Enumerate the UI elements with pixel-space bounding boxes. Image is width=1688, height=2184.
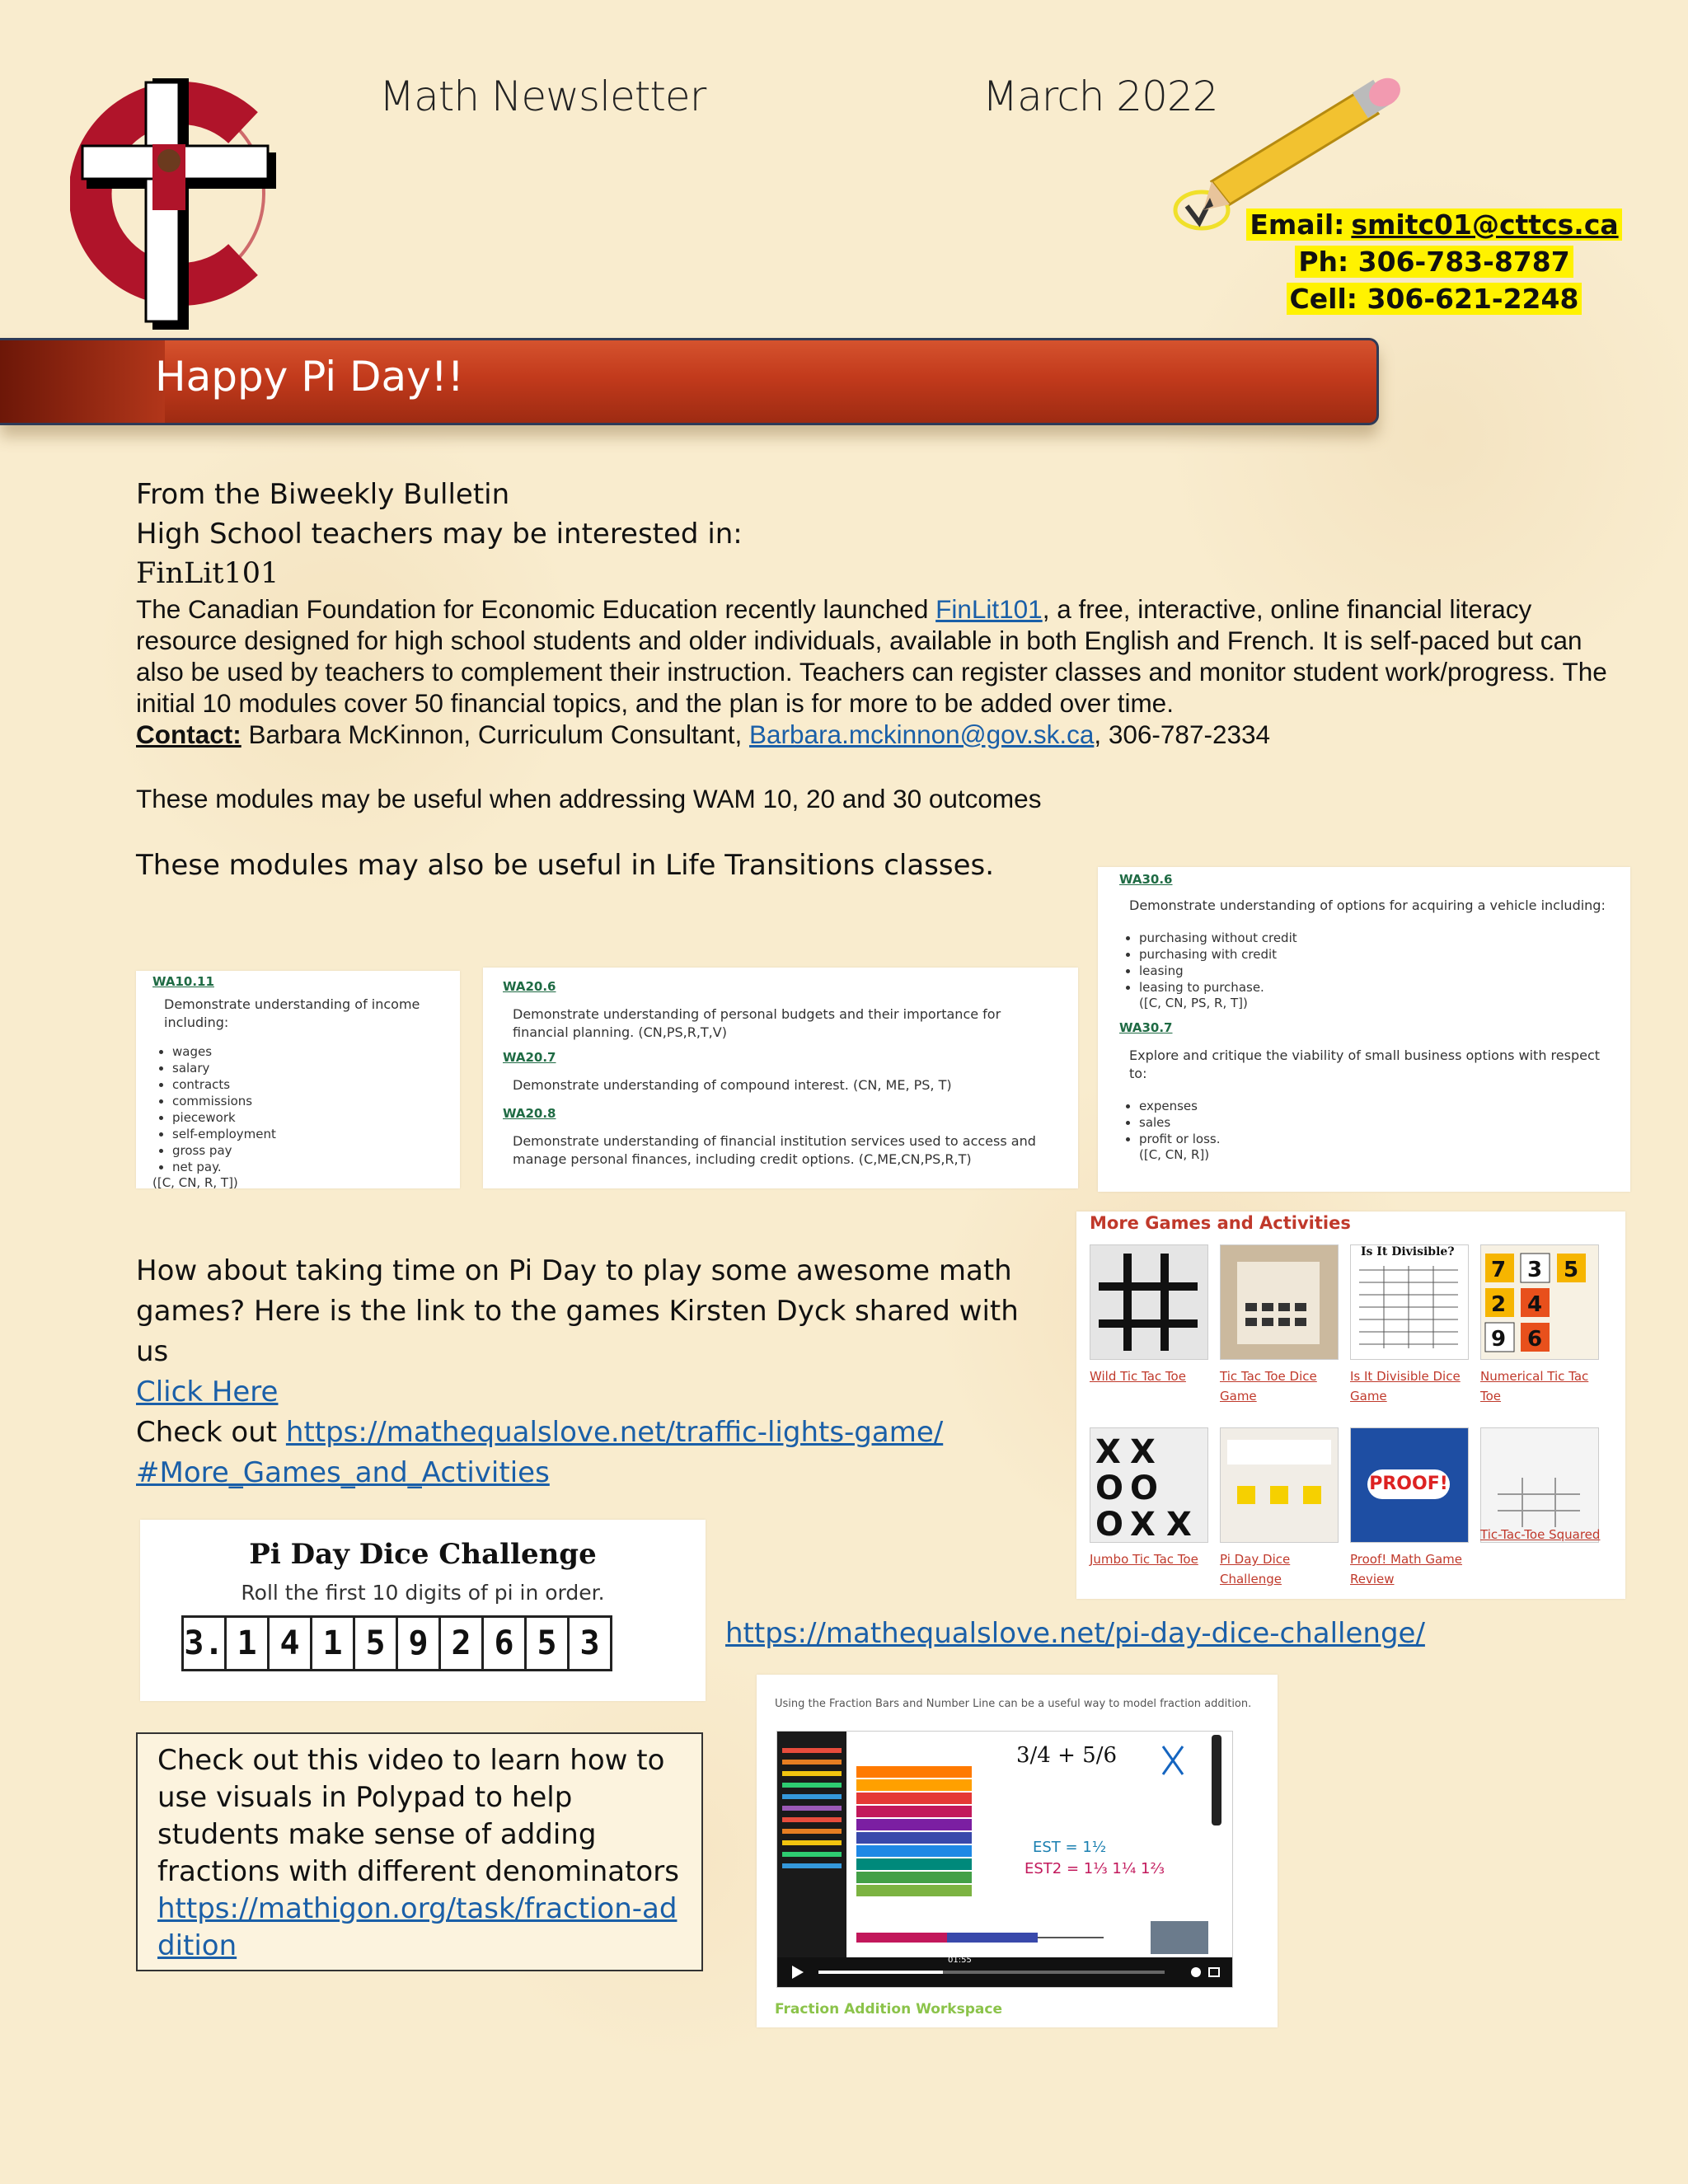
svg-text:5: 5: [1564, 1258, 1579, 1282]
number-line-icon: [856, 1926, 1104, 1951]
list-item: • self-employment: [172, 1126, 443, 1142]
pi-digit: 5: [353, 1615, 396, 1671]
pi-digit: 2: [438, 1615, 481, 1671]
list-item: • salary: [172, 1060, 443, 1076]
webcam-overlay: [1151, 1921, 1208, 1954]
pi-digits: [181, 1615, 612, 1671]
handwriting-estimate2: EST2 = 1⅓ 1¼ 1⅔: [1025, 1860, 1165, 1877]
outcome-desc: Demonstrate understanding of income including:: [164, 996, 420, 1030]
svg-text:9: 9: [1491, 1327, 1507, 1352]
caption-pi-day-dice[interactable]: Pi Day Dice Challenge: [1220, 1552, 1291, 1586]
outcome-code[interactable]: WA30.7: [1119, 1020, 1173, 1035]
tic-tac-toe-icon: [1090, 1245, 1207, 1359]
games-paragraph: [136, 1251, 1051, 1413]
contact-text: Barbara McKinnon, Curriculum Consultant,: [241, 719, 750, 749]
income-list: [152, 1043, 443, 1175]
svg-text:O: O: [1130, 1469, 1159, 1507]
progress-bar[interactable]: [818, 1971, 1165, 1974]
pi-digit: 4: [267, 1615, 310, 1671]
pi-dice-title: Pi Day Dice Challenge: [249, 1538, 597, 1571]
proof-label: PROOF!: [1367, 1469, 1450, 1499]
para-text-end: , a free, interactive, online financial literacy resource designed for high school students and older individuals, available in both English and French. It is self-paced but can also be used by teachers to complement their instruction. Teachers can register classes and monitor student work/progress. The initial 10 modules cover 50 financial topics, and the plan is for more to be added over time.: [136, 594, 1607, 718]
outcome-code[interactable]: WA20.7: [503, 1050, 556, 1065]
handwriting-sum: 3/4 + 5/6: [1016, 1743, 1118, 1768]
phone-number: Ph: 306-783-8787: [1295, 246, 1573, 278]
outcome-code[interactable]: WA20.8: [503, 1106, 556, 1121]
video-player[interactable]: [776, 1731, 1233, 1988]
list-item: • leasing: [1139, 963, 1609, 979]
finlit-paragraph: [136, 593, 1636, 750]
banner-shade: [0, 340, 165, 423]
outcome-code[interactable]: WA10.11: [152, 974, 214, 989]
jumbo-tic-tac-toe-thumb[interactable]: [1090, 1427, 1208, 1543]
finlit-link[interactable]: FinLit101: [935, 594, 1043, 624]
outcome-indicators: ([C, CN, R, T]): [152, 1175, 238, 1190]
polypad-text: Check out this video to learn how to use visuals in Polypad to help students make sense of adding fractions with different denominators: [157, 1744, 679, 1888]
pi-digit: 3: [567, 1615, 612, 1671]
svg-text:O: O: [1095, 1506, 1124, 1542]
list-item: • expenses: [1139, 1098, 1609, 1114]
polypad-sidebar: [777, 1732, 846, 1987]
svg-text:2: 2: [1491, 1292, 1507, 1317]
outcome-indicators: ([C, CN, R]): [1139, 1147, 1210, 1162]
life-transitions-note: These modules may also be useful in Life Transitions classes.: [136, 849, 995, 882]
traffic-lights-link[interactable]: https://mathequalslove.net/traffic-lights-game/#More_Games_and_Activities: [136, 1416, 944, 1489]
polypad-link[interactable]: https://mathigon.org/task/fraction-addition: [157, 1892, 678, 1962]
outcome-desc: Demonstrate understanding of financial institution services used to access and manage personal finances, including credit options. (C,ME,CN,PS,R,T): [513, 1133, 1036, 1167]
pi-digit: 1: [224, 1615, 267, 1671]
outcome-code[interactable]: WA20.6: [503, 979, 556, 994]
outcome-desc: Explore and critique the viability of small business options with respect to:: [1129, 1047, 1601, 1081]
svg-text:X: X: [1130, 1433, 1156, 1471]
svg-text:4: 4: [1527, 1292, 1543, 1317]
outcome-code[interactable]: WA30.6: [1119, 872, 1173, 887]
toolbar[interactable]: [1212, 1735, 1221, 1825]
pi-digit: 5: [524, 1615, 567, 1671]
list-item: • piecework: [172, 1109, 443, 1126]
outcome-desc: Demonstrate understanding of personal budgets and their importance for financial planning. (CN,PS,R,T,V): [513, 1006, 1001, 1040]
svg-text:7: 7: [1491, 1258, 1507, 1282]
caption-jumbo-tic-tac-toe[interactable]: Jumbo Tic Tac Toe: [1090, 1552, 1198, 1567]
dice-game-thumb[interactable]: [1220, 1244, 1339, 1360]
svg-text:3: 3: [1527, 1258, 1543, 1282]
video-card: [757, 1675, 1278, 2027]
video-controls: [777, 1957, 1232, 1987]
pi-digit: 3.: [181, 1615, 224, 1671]
list-item: • purchasing without credit: [1139, 930, 1609, 946]
proof-game-thumb[interactable]: [1350, 1427, 1469, 1543]
list-item: • purchasing with credit: [1139, 946, 1609, 963]
polypad-note: [136, 1732, 703, 1971]
games-text: How about taking time on Pi Day to play some awesome math games? Here is the link to the games Kirsten Dyck shared with us: [136, 1254, 1019, 1368]
games-panel-title: More Games and Activities: [1090, 1213, 1351, 1233]
pi-digit: 9: [396, 1615, 438, 1671]
list-item: • wages: [172, 1043, 443, 1060]
caption-proof-game[interactable]: Proof! Math Game Review: [1350, 1552, 1462, 1586]
wam-note: These modules may be useful when addressing WAM 10, 20 and 30 outcomes: [136, 784, 1042, 813]
numerical-tic-tac-toe-thumb[interactable]: [1480, 1244, 1599, 1360]
caption-tic-tac-toe-squared[interactable]: Tic-Tac-Toe Squared: [1480, 1527, 1601, 1542]
is-divisible-thumb[interactable]: [1350, 1244, 1469, 1360]
caption-numerical-tic-tac-toe[interactable]: Numerical Tic Tac Toe: [1480, 1369, 1589, 1404]
svg-text:6: 6: [1527, 1327, 1543, 1352]
caption-is-divisible[interactable]: Is It Divisible Dice Game: [1350, 1369, 1461, 1404]
video-timestamp: 01:55: [948, 1956, 972, 1965]
wild-tic-tac-toe-thumb[interactable]: [1090, 1244, 1208, 1360]
list-item: • leasing to purchase.: [1139, 979, 1609, 996]
business-list: [1119, 1098, 1609, 1147]
finlit-heading: FinLit101: [136, 557, 279, 590]
workspace-label: Fraction Addition Workspace: [775, 2001, 1002, 2018]
pi-dice-link[interactable]: https://mathequalslove.net/pi-day-dice-challenge/: [725, 1617, 1425, 1650]
caption-wild-tic-tac-toe[interactable]: Wild Tic Tac Toe: [1090, 1369, 1186, 1384]
svg-text:X: X: [1130, 1506, 1156, 1542]
click-here-link[interactable]: Click Here: [136, 1376, 279, 1408]
is-divisible-label: Is It Divisible?: [1361, 1245, 1455, 1258]
banner-title: Happy Pi Day!!: [155, 353, 464, 401]
table-grid-icon: [1351, 1245, 1468, 1359]
list-item: • gross pay: [172, 1142, 443, 1159]
pi-dice-card: [140, 1520, 706, 1701]
xo-grid-icon: [1090, 1428, 1207, 1542]
pi-dice-subtitle: Roll the first 10 digits of pi in order.: [241, 1581, 605, 1605]
pi-digit: 6: [481, 1615, 524, 1671]
fraction-bars-icon: [856, 1756, 972, 1921]
outcome-indicators: ([C, CN, PS, R, T]): [1139, 996, 1248, 1010]
email-label: Email:: [1246, 209, 1348, 241]
dice-icon: [1221, 1428, 1338, 1542]
outcome-card-wa20: [483, 968, 1078, 1188]
pi-day-dice-thumb[interactable]: [1220, 1427, 1339, 1543]
svg-text:X: X: [1095, 1433, 1121, 1471]
svg-text:X: X: [1166, 1506, 1192, 1542]
email-link[interactable]: smitc01@cttcs.ca: [1348, 209, 1621, 241]
games-panel: [1076, 1212, 1625, 1599]
vehicle-list: [1119, 930, 1609, 996]
contact-email-link[interactable]: Barbara.mckinnon@gov.sk.ca: [749, 719, 1095, 749]
settings-gear-icon[interactable]: [1189, 1966, 1222, 1979]
bulletin-source: From the Biweekly Bulletin: [136, 478, 510, 511]
progress-fill: [818, 1971, 943, 1974]
traffic-lights-paragraph: [136, 1413, 960, 1493]
handwriting-estimate: EST = 1½: [1033, 1839, 1107, 1856]
list-item: • net pay.: [172, 1159, 443, 1175]
outcome-card-wa30: [1098, 867, 1630, 1192]
outcome-card-wa10: [136, 971, 460, 1188]
outcome-desc: Demonstrate understanding of options for acquiring a vehicle including:: [1129, 898, 1606, 913]
contact-phone: , 306-787-2334: [1094, 719, 1271, 749]
bulletin-audience: High School teachers may be interested in:: [136, 518, 743, 551]
contact-label: Contact:: [136, 719, 241, 749]
video-caption: Using the Fraction Bars and Number Line can be a useful way to model fraction addition.: [775, 1698, 1252, 1710]
fraction-swatches-icon: [777, 1732, 846, 1979]
newsletter-title: Math Newsletter: [379, 73, 706, 120]
list-item: • profit or loss.: [1139, 1131, 1609, 1147]
svg-text:O: O: [1095, 1469, 1124, 1507]
play-icon[interactable]: [790, 1966, 804, 1979]
school-logo: [70, 78, 284, 334]
list-item: • commissions: [172, 1093, 443, 1109]
caption-tic-tac-toe-dice[interactable]: Tic Tac Toe Dice Game: [1220, 1369, 1317, 1404]
check-out-text: Check out: [136, 1416, 286, 1449]
dice-grid-icon: [1221, 1245, 1338, 1359]
cell-number: Cell: 306-621-2248: [1287, 283, 1582, 315]
crossed-out-icon: [1156, 1740, 1189, 1781]
newsletter-date: March 2022: [982, 73, 1218, 120]
pi-digit: 1: [310, 1615, 353, 1671]
number-tiles-icon: [1481, 1245, 1598, 1359]
para-text: The Canadian Foundation for Economic Education recently launched: [136, 594, 936, 624]
outcome-desc: Demonstrate understanding of compound interest. (CN, ME, PS, T): [513, 1077, 952, 1093]
list-item: • sales: [1139, 1114, 1609, 1131]
contact-block: [1236, 206, 1632, 317]
list-item: • contracts: [172, 1076, 443, 1093]
